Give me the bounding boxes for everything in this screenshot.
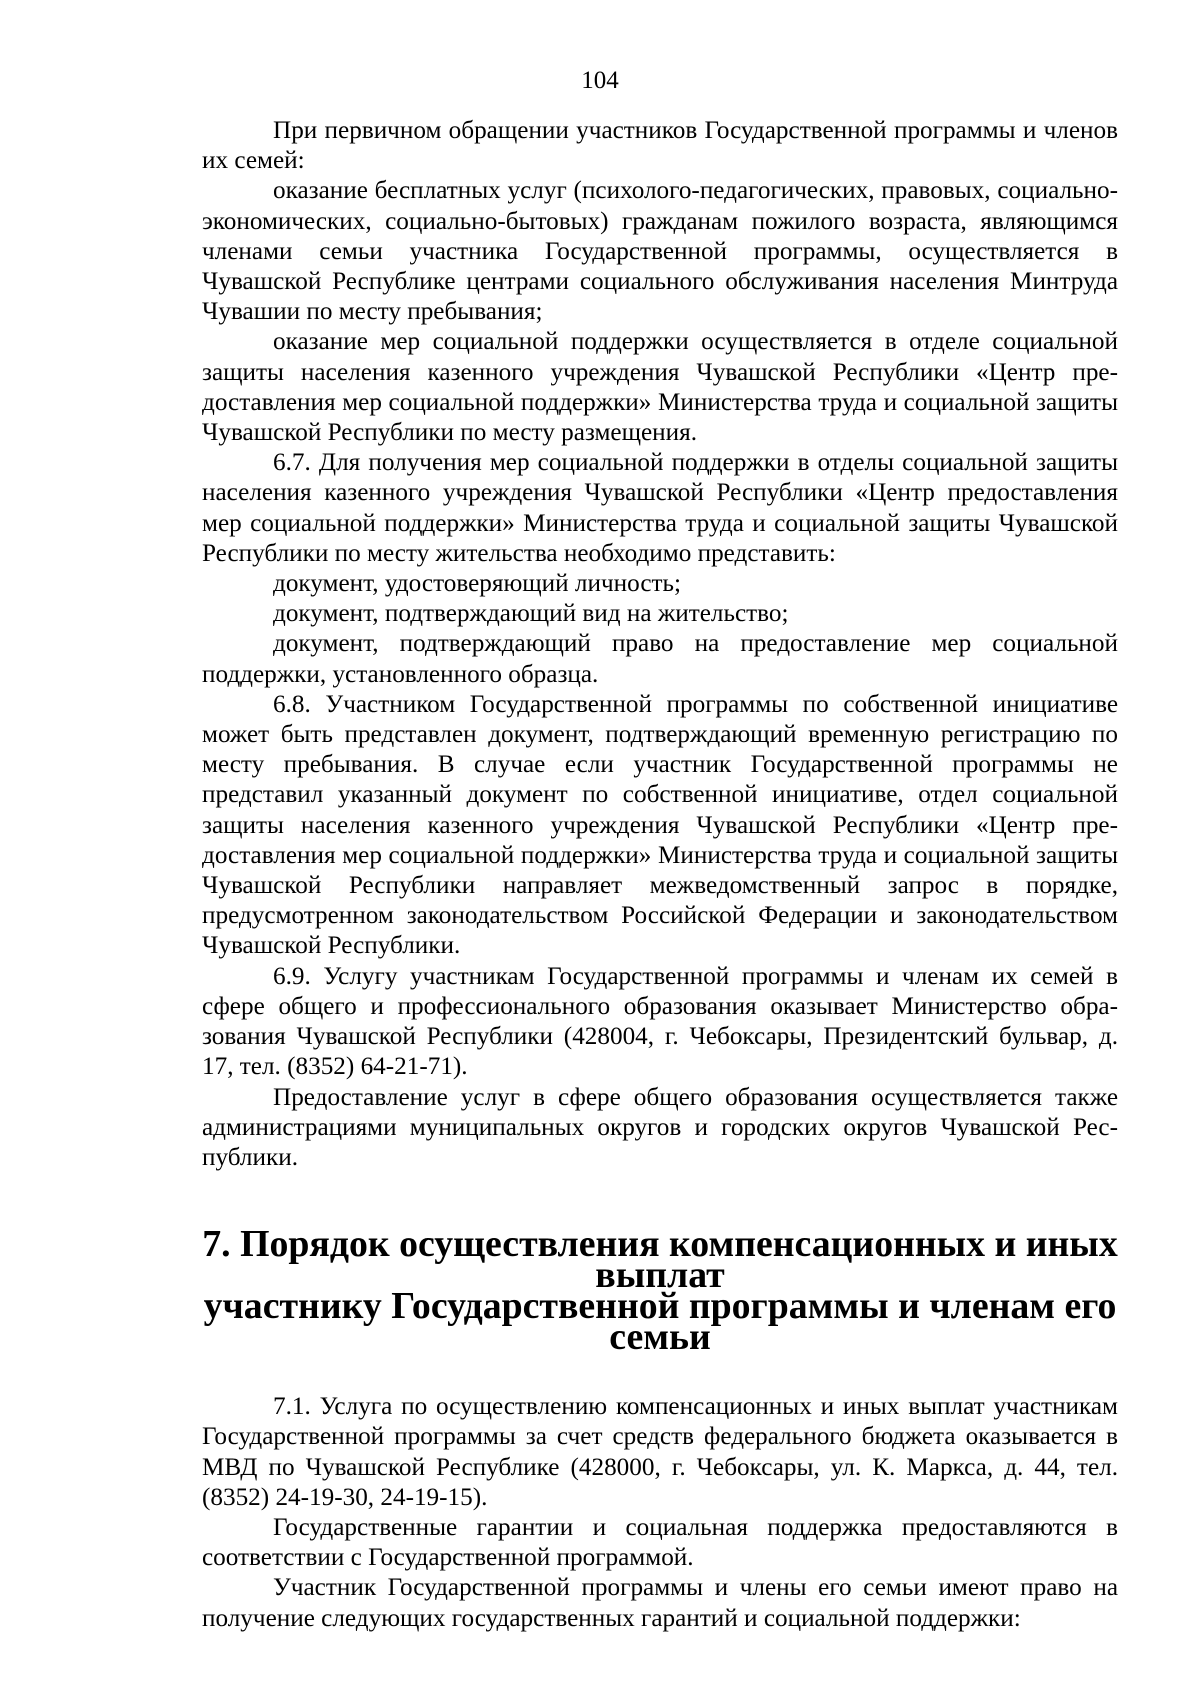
section-heading-line-1: 7. Порядок осуществления компенсационных и иных выплат xyxy=(202,1223,1118,1297)
paragraph-general-education: Предоставление услуг в сфере общего образования осуществляется также администрациями муниципальных округов и городских округов Чувашской Республики. xyxy=(202,1083,1118,1171)
paragraph-free-services: оказание бесплатных услуг (психолого-педагогических, правовых, социально-экономических, социально-бытовых) гражданам пожилого возраста, являющимся членами семьи участника Государственной программы, осуществляется в Чувашской Республике центрами социального обслуживания населения Минтруда Чувашии по месту пребывания; xyxy=(202,177,1118,326)
section-heading xyxy=(202,1223,1118,1359)
paragraph-intro: При первичном обращении участников Государственной программы и членов их семей: xyxy=(202,117,1118,175)
paragraph-doc-identity: документ, удостоверяющий личность; xyxy=(273,570,682,598)
paragraph-6-9: 6.9. Услугу участникам Государственной программы и членам их семей в сфере общего и профессионального образования оказывает Министерство образования Чувашской Республики (428004, г. Чебоксары, Президентский бульвар, д. 17, тел. (8352) 64-21-71). xyxy=(202,962,1118,1081)
paragraph-doc-right: документ, подтверждающий право на предоставление мер социальной поддержки, установленного образца. xyxy=(202,630,1118,688)
document-body xyxy=(202,116,1118,1634)
paragraph-guarantees: Государственные гарантии и социальная поддержка предоставляются в соответствии с Государственной программой. xyxy=(202,1513,1118,1572)
paragraph-doc-residence: документ, подтверждающий вид на жительство; xyxy=(273,600,789,628)
section-heading-line-2: участнику Государственной программы и членам его семьи xyxy=(203,1285,1117,1359)
paragraph-6-7: 6.7. Для получения мер социальной поддержки в отделы социальной защиты населения казенного учреждения Чувашской Республики «Центр предоставления мер социальной поддержки» Министерства труда и социальной защиты Чувашской Республики по месту жительства необходимо представить: xyxy=(202,449,1118,567)
paragraph-7-1: 7.1. Услуга по осуществлению компенсационных и иных выплат участникам Государственной программы за счет средств федерального бюджета оказывается в МВД по Чувашской Республике (428000, г. Чебоксары, ул. К. Маркса, д. 44, тел. (8352) 24-19-30, 24-19-15). xyxy=(202,1393,1118,1511)
paragraph-social-support: оказание мер социальной поддержки осуществляется в отделе социальной защиты населения казенного учреждения Чувашской Республики «Центр предоставления мер социальной поддержки» Министерства труда и социальной защиты Чувашской Республики по месту размещения. xyxy=(202,328,1118,447)
page-number: 104 xyxy=(581,67,619,94)
paragraph-6-8: 6.8. Участником Государственной программы по собственной инициативе может быть представлен документ, подтверждающий временную регистрацию по месту пребывания. В случае если участник Государственной программы не представил указанный документ по собственной инициативе, отдел социальной защиты населения казенного учреждения Чувашской Республики «Центр предоставления мер социальной поддержки» Министерства труда и социальной защиты Чувашской Республики направляет межведомственный запрос в порядке, предусмотренном законодательством Российской Федерации и законодательством Чувашской Республики. xyxy=(202,690,1118,960)
paragraph-rights: Участник Государственной программы и члены его семьи имеют право на получение следующих государственных гарантий и социальной поддержки: xyxy=(202,1574,1118,1632)
